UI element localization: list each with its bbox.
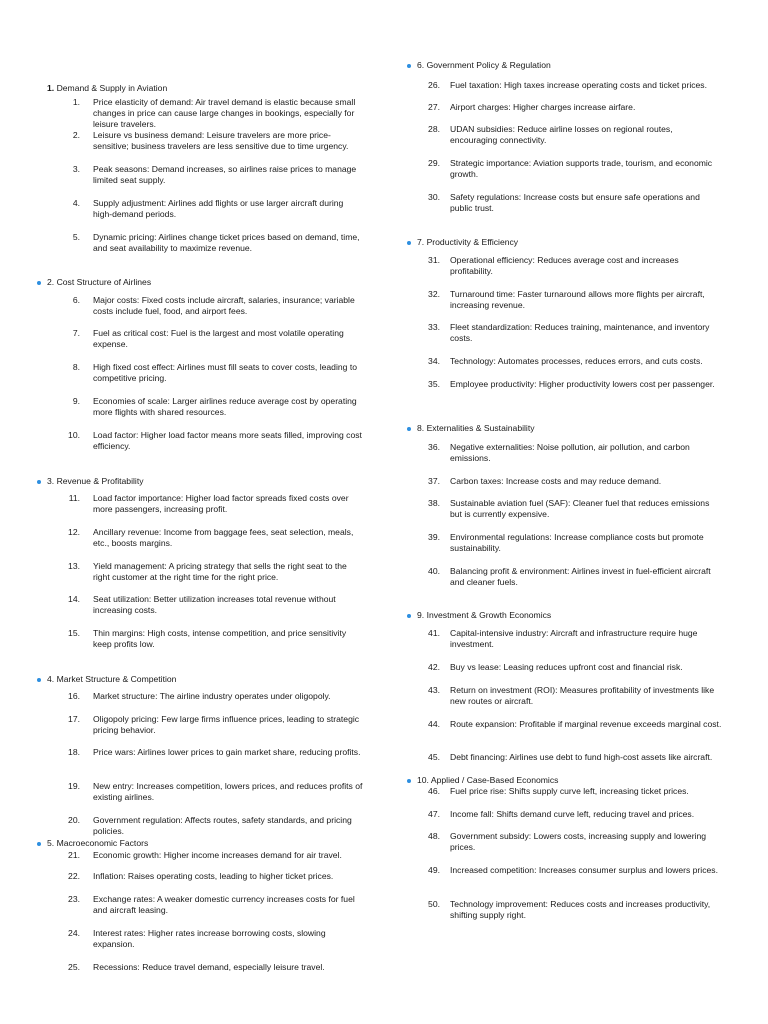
item-text: Government subsidy: Lowers costs, increasing supply and lowering prices. — [450, 831, 707, 852]
item-number: 12. — [68, 527, 80, 537]
item-text: Yield management: A pricing strategy that sells the right seat to the right customer at the right time for the right price. — [93, 561, 347, 582]
item-number: 47. — [428, 809, 440, 819]
item-number: 23. — [68, 894, 80, 904]
item-text: Supply adjustment: Airlines add flights or use larger aircraft during high-demand periods. — [93, 198, 344, 219]
item-number: 28. — [428, 124, 440, 134]
section-title: Cost Structure of Airlines — [56, 277, 152, 287]
section-bullet-icon — [407, 64, 411, 68]
section-number: 2. — [47, 277, 55, 287]
item-number: 44. — [428, 719, 440, 729]
item-text: Employee productivity: Higher productivity lowers cost per passenger. — [450, 379, 715, 389]
item-number: 45. — [428, 752, 440, 762]
item-number: 34. — [428, 356, 440, 366]
item-text: UDAN subsidies: Reduce airline losses on regional routes, encouraging connectivity. — [450, 124, 673, 145]
item-number: 35. — [428, 379, 440, 389]
item-text: Carbon taxes: Increase costs and may reduce demand. — [450, 476, 662, 486]
item-number: 14. — [68, 594, 80, 604]
item-number: 18. — [68, 747, 80, 757]
section-title: Investment & Growth Economics — [426, 610, 552, 620]
item-number: 4. — [72, 198, 80, 208]
item-text: Increased competition: Increases consumer surplus and lowers prices. — [450, 865, 718, 875]
item-text: Inflation: Raises operating costs, leading to higher ticket prices. — [93, 871, 334, 881]
item-number: 32. — [428, 289, 440, 299]
section-bullet-icon — [407, 427, 411, 431]
section-bullet-icon — [37, 281, 41, 285]
section-title: Applied / Case-Based Economics — [430, 775, 559, 785]
item-text: Ancillary revenue: Income from baggage fees, seat selection, meals, etc., boosts margins. — [93, 527, 354, 548]
section-heading — [47, 838, 148, 849]
item-number: 7. — [72, 328, 80, 338]
section-heading — [417, 423, 535, 434]
section-heading — [47, 674, 176, 685]
item-text: Dynamic pricing: Airlines change ticket prices based on demand, time, and seat availability to maximize revenue. — [93, 232, 360, 253]
item-text: Seat utilization: Better utilization increases total revenue without increasing costs. — [93, 594, 336, 615]
item-text: Leisure vs business demand: Leisure travelers are more price-sensitive; business travelers are less sensitive due to time urgency. — [93, 130, 349, 151]
item-number: 24. — [68, 928, 80, 938]
item-text: Price wars: Airlines lower prices to gain market share, reducing profits. — [93, 747, 361, 757]
section-bullet-icon — [407, 241, 411, 245]
item-text: High fixed cost effect: Airlines must fill seats to cover costs, leading to competitive pricing. — [93, 362, 357, 383]
item-number: 10. — [68, 430, 80, 440]
item-number: 20. — [68, 815, 80, 825]
item-text: Income fall: Shifts demand curve left, reducing travel and prices. — [450, 809, 695, 819]
item-text: Buy vs lease: Leasing reduces upfront cost and financial risk. — [450, 662, 683, 672]
item-text: Load factor: Higher load factor means more seats filled, improving cost efficiency. — [93, 430, 362, 451]
item-text: Negative externalities: Noise pollution, air pollution, and carbon emissions. — [450, 442, 690, 463]
section-title: Government Policy & Regulation — [426, 60, 551, 70]
section-number: 4. — [47, 674, 55, 684]
item-number: 33. — [428, 322, 440, 332]
section-number: 3. — [47, 476, 55, 486]
item-number: 5. — [72, 232, 80, 242]
item-text: Fuel taxation: High taxes increase operating costs and ticket prices. — [450, 80, 707, 90]
item-text: Technology improvement: Reduces costs and increases productivity, shifting supply right. — [450, 899, 711, 920]
section-bullet-icon — [37, 678, 41, 682]
section-title: Productivity & Efficiency — [426, 237, 519, 247]
item-number: 38. — [428, 498, 440, 508]
item-text: Thin margins: High costs, intense competition, and price sensitivity keep profits low. — [93, 628, 347, 649]
item-text: Price elasticity of demand: Air travel demand is elastic because small changes in price can cause large changes in bookings, especially for leisure travelers. — [93, 97, 356, 129]
section-heading — [417, 60, 551, 71]
item-number: 27. — [428, 102, 440, 112]
item-number: 49. — [428, 865, 440, 875]
section-number: 7. — [417, 237, 425, 247]
item-number: 39. — [428, 532, 440, 542]
section-heading — [417, 237, 518, 248]
item-number: 9. — [72, 396, 80, 406]
item-text: Fuel price rise: Shifts supply curve left, increasing ticket prices. — [450, 786, 689, 796]
section-bullet-icon — [37, 842, 41, 846]
item-text: Peak seasons: Demand increases, so airlines raise prices to manage limited seat supply. — [93, 164, 357, 185]
item-number: 25. — [68, 962, 80, 972]
item-text: Turnaround time: Faster turnaround allows more flights per aircraft, increasing revenue. — [450, 289, 705, 310]
section-heading — [47, 277, 151, 288]
item-text: Route expansion: Profitable if marginal revenue exceeds marginal cost. — [450, 719, 722, 729]
item-text: Safety regulations: Increase costs but ensure safe operations and public trust. — [450, 192, 700, 213]
item-number: 8. — [72, 362, 80, 372]
item-number: 11. — [68, 493, 80, 503]
item-text: Oligopoly pricing: Few large firms influence prices, leading to strategic pricing behavior. — [93, 714, 360, 735]
item-text: Economies of scale: Larger airlines reduce average cost by operating more flights with shared resources. — [93, 396, 357, 417]
item-number: 26. — [428, 80, 440, 90]
item-number: 30. — [428, 192, 440, 202]
item-number: 40. — [428, 566, 440, 576]
section-number: 6. — [417, 60, 425, 70]
item-number: 21. — [68, 850, 80, 860]
item-text: Balancing profit & environment: Airlines invest in fuel-efficient aircraft and cleaner fuels. — [450, 566, 711, 587]
item-number: 42. — [428, 662, 440, 672]
section-title: Externalities & Sustainability — [426, 423, 535, 433]
item-text: Fuel as critical cost: Fuel is the largest and most volatile operating expense. — [93, 328, 344, 349]
item-number: 6. — [72, 295, 80, 305]
item-text: Load factor importance: Higher load factor spreads fixed costs over more passengers, increasing profit. — [93, 493, 349, 514]
item-number: 29. — [428, 158, 440, 168]
item-number: 41. — [428, 628, 440, 638]
item-number: 17. — [68, 714, 80, 724]
section-number: 1. — [47, 83, 55, 93]
item-number: 19. — [68, 781, 80, 791]
item-number: 36. — [428, 442, 440, 452]
item-number: 13. — [68, 561, 80, 571]
section-bullet-icon — [407, 779, 411, 783]
item-text: Recessions: Reduce travel demand, especially leisure travel. — [93, 962, 325, 972]
item-number: 2. — [72, 130, 80, 140]
item-text: Exchange rates: A weaker domestic currency increases costs for fuel and aircraft leasing. — [93, 894, 355, 915]
section-bullet-icon — [37, 480, 41, 484]
item-number: 50. — [428, 899, 440, 909]
item-number: 22. — [68, 871, 80, 881]
item-number: 1. — [72, 97, 80, 107]
item-text: Economic growth: Higher income increases demand for air travel. — [93, 850, 342, 860]
section-number: 5. — [47, 838, 55, 848]
item-text: Airport charges: Higher charges increase airfare. — [450, 102, 636, 112]
item-text: Interest rates: Higher rates increase borrowing costs, slowing expansion. — [93, 928, 326, 949]
item-text: New entry: Increases competition, lowers prices, and reduces profits of existing airlines. — [93, 781, 363, 802]
item-text: Government regulation: Affects routes, safety standards, and pricing policies. — [93, 815, 352, 836]
item-number: 16. — [68, 691, 80, 701]
section-heading — [47, 476, 144, 487]
item-number: 37. — [428, 476, 440, 486]
item-text: Strategic importance: Aviation supports trade, tourism, and economic growth. — [450, 158, 713, 179]
item-number: 15. — [68, 628, 80, 638]
item-text: Major costs: Fixed costs include aircraft, salaries, insurance; variable costs include fuel, food, and airport fees. — [93, 295, 355, 316]
section-heading — [417, 775, 558, 786]
item-text: Sustainable aviation fuel (SAF): Cleaner fuel that reduces emissions but is currently expensive. — [450, 498, 710, 519]
section-heading — [417, 610, 551, 621]
section-title: Revenue & Profitability — [56, 476, 144, 486]
section-title: Market Structure & Competition — [56, 674, 177, 684]
item-text: Return on investment (ROI): Measures profitability of investments like new routes or aircraft. — [450, 685, 715, 706]
section-number: 8. — [417, 423, 425, 433]
item-text: Operational efficiency: Reduces average cost and increases profitability. — [450, 255, 679, 276]
item-number: 48. — [428, 831, 440, 841]
section-number: 10. — [417, 775, 429, 785]
section-heading — [47, 83, 167, 94]
section-bullet-icon — [407, 614, 411, 618]
item-number: 3. — [72, 164, 80, 174]
section-title: Demand & Supply in Aviation — [56, 83, 168, 93]
item-text: Debt financing: Airlines use debt to fund high-cost assets like aircraft. — [450, 752, 713, 762]
item-number: 43. — [428, 685, 440, 695]
item-text: Market structure: The airline industry operates under oligopoly. — [93, 691, 331, 701]
item-number: 31. — [428, 255, 440, 265]
item-text: Capital-intensive industry: Aircraft and infrastructure require huge investment. — [450, 628, 698, 649]
item-number: 46. — [428, 786, 440, 796]
section-title: Macroeconomic Factors — [56, 838, 149, 848]
item-text: Environmental regulations: Increase compliance costs but promote sustainability. — [450, 532, 704, 553]
item-text: Fleet standardization: Reduces training, maintenance, and inventory costs. — [450, 322, 710, 343]
section-number: 9. — [417, 610, 425, 620]
item-text: Technology: Automates processes, reduces errors, and cuts costs. — [450, 356, 703, 366]
